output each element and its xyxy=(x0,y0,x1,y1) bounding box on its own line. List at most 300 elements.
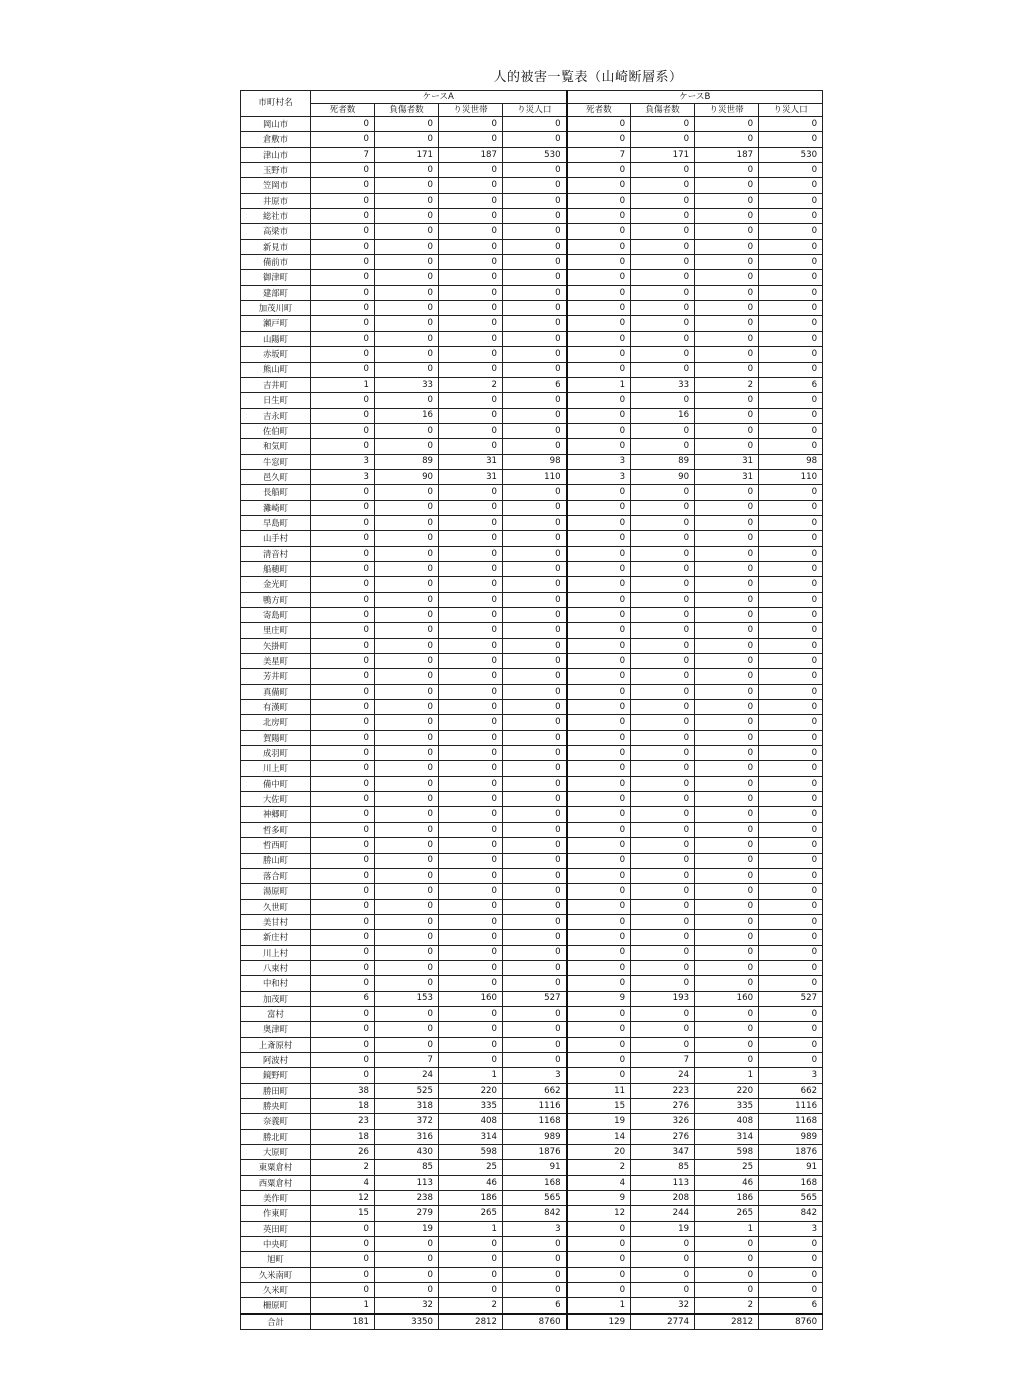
municipality-name: 山陽町 xyxy=(241,331,311,346)
value-cell: 0 xyxy=(567,669,631,684)
value-cell: 0 xyxy=(759,423,823,438)
value-cell: 0 xyxy=(503,638,567,653)
value-cell: 91 xyxy=(759,1160,823,1175)
value-cell: 0 xyxy=(375,638,439,653)
value-cell: 842 xyxy=(503,1206,567,1221)
value-cell: 408 xyxy=(439,1114,503,1129)
value-cell: 0 xyxy=(375,163,439,178)
value-cell: 0 xyxy=(375,423,439,438)
table-row xyxy=(241,623,823,638)
table-row xyxy=(241,884,823,899)
column-header: 負傷者数 xyxy=(375,104,439,117)
value-cell: 0 xyxy=(695,439,759,454)
municipality-name: 津山市 xyxy=(241,147,311,162)
value-cell: 0 xyxy=(503,715,567,730)
municipality-name: 勝央町 xyxy=(241,1099,311,1114)
value-cell: 0 xyxy=(311,654,375,669)
table-row xyxy=(241,776,823,791)
value-cell: 0 xyxy=(759,270,823,285)
municipality-name: 和気町 xyxy=(241,439,311,454)
value-cell: 0 xyxy=(375,945,439,960)
table-row xyxy=(241,1022,823,1037)
value-cell: 0 xyxy=(695,776,759,791)
value-cell: 0 xyxy=(567,945,631,960)
value-cell: 372 xyxy=(375,1114,439,1129)
value-cell: 0 xyxy=(375,577,439,592)
value-cell: 0 xyxy=(695,608,759,623)
municipality-name: 高梁市 xyxy=(241,224,311,239)
value-cell: 0 xyxy=(439,577,503,592)
value-cell: 0 xyxy=(439,301,503,316)
value-cell: 0 xyxy=(375,347,439,362)
value-cell: 168 xyxy=(759,1175,823,1190)
table-row xyxy=(241,746,823,761)
value-cell: 0 xyxy=(567,930,631,945)
value-cell: 0 xyxy=(567,960,631,975)
value-cell: 0 xyxy=(759,638,823,653)
value-cell: 0 xyxy=(439,914,503,929)
value-cell: 7 xyxy=(631,1052,695,1067)
value-cell: 0 xyxy=(695,132,759,147)
value-cell: 0 xyxy=(311,761,375,776)
table-row xyxy=(241,1068,823,1083)
value-cell: 14 xyxy=(567,1129,631,1144)
municipality-name: 灘崎町 xyxy=(241,500,311,515)
value-cell: 0 xyxy=(631,761,695,776)
value-cell: 0 xyxy=(759,623,823,638)
value-cell: 0 xyxy=(695,423,759,438)
value-cell: 0 xyxy=(567,500,631,515)
municipality-name: 中和村 xyxy=(241,976,311,991)
value-cell: 0 xyxy=(439,930,503,945)
value-cell: 0 xyxy=(695,270,759,285)
value-cell: 0 xyxy=(759,608,823,623)
table-row xyxy=(241,930,823,945)
value-cell: 1 xyxy=(439,1068,503,1083)
table-row xyxy=(241,1099,823,1114)
value-cell: 0 xyxy=(631,1022,695,1037)
value-cell: 0 xyxy=(503,776,567,791)
value-cell: 0 xyxy=(311,408,375,423)
value-cell: 0 xyxy=(311,439,375,454)
value-cell: 0 xyxy=(311,1283,375,1298)
value-cell: 129 xyxy=(567,1314,631,1330)
value-cell: 0 xyxy=(567,423,631,438)
value-cell: 0 xyxy=(631,976,695,991)
value-cell: 0 xyxy=(311,132,375,147)
table-row xyxy=(241,1052,823,1067)
value-cell: 0 xyxy=(695,255,759,270)
value-cell: 220 xyxy=(439,1083,503,1098)
value-cell: 0 xyxy=(375,393,439,408)
table-row xyxy=(241,117,823,132)
value-cell: 2 xyxy=(439,377,503,392)
value-cell: 0 xyxy=(695,930,759,945)
value-cell: 38 xyxy=(311,1083,375,1098)
value-cell: 208 xyxy=(631,1191,695,1206)
value-cell: 0 xyxy=(375,209,439,224)
table-row xyxy=(241,608,823,623)
value-cell: 0 xyxy=(375,807,439,822)
value-cell: 1 xyxy=(695,1068,759,1083)
value-cell: 0 xyxy=(439,531,503,546)
value-cell: 0 xyxy=(439,316,503,331)
value-cell: 2774 xyxy=(631,1314,695,1330)
value-cell: 0 xyxy=(439,684,503,699)
value-cell: 0 xyxy=(439,761,503,776)
table-row xyxy=(241,561,823,576)
value-cell: 18 xyxy=(311,1129,375,1144)
value-cell: 2 xyxy=(439,1298,503,1314)
value-cell: 0 xyxy=(375,746,439,761)
municipality-name: 大原町 xyxy=(241,1145,311,1160)
value-cell: 0 xyxy=(375,684,439,699)
value-cell: 0 xyxy=(311,193,375,208)
value-cell: 0 xyxy=(503,623,567,638)
municipality-name: 哲西町 xyxy=(241,838,311,853)
municipality-name: 玉野市 xyxy=(241,163,311,178)
value-cell: 0 xyxy=(311,945,375,960)
value-cell: 4 xyxy=(311,1175,375,1190)
municipality-name: 奥津町 xyxy=(241,1022,311,1037)
value-cell: 0 xyxy=(567,807,631,822)
value-cell: 0 xyxy=(439,1283,503,1298)
value-cell: 0 xyxy=(567,485,631,500)
value-cell: 0 xyxy=(631,285,695,300)
value-cell: 0 xyxy=(759,592,823,607)
value-cell: 0 xyxy=(759,930,823,945)
value-cell: 0 xyxy=(375,669,439,684)
value-cell: 0 xyxy=(375,561,439,576)
value-cell: 0 xyxy=(503,914,567,929)
value-cell: 0 xyxy=(567,301,631,316)
value-cell: 0 xyxy=(375,270,439,285)
municipality-name: 鴨方町 xyxy=(241,592,311,607)
value-cell: 525 xyxy=(375,1083,439,1098)
page-title: 人的被害一覧表（山崎断層系） xyxy=(493,70,683,85)
value-cell: 1 xyxy=(311,377,375,392)
municipality-name: 美作町 xyxy=(241,1191,311,1206)
value-cell: 0 xyxy=(695,1252,759,1267)
value-cell: 0 xyxy=(311,224,375,239)
value-cell: 0 xyxy=(695,761,759,776)
value-cell: 0 xyxy=(759,577,823,592)
value-cell: 15 xyxy=(567,1099,631,1114)
municipality-name: 富村 xyxy=(241,1006,311,1021)
value-cell: 0 xyxy=(439,393,503,408)
value-cell: 186 xyxy=(695,1191,759,1206)
value-cell: 0 xyxy=(375,976,439,991)
value-cell: 0 xyxy=(759,822,823,837)
table-row xyxy=(241,976,823,991)
value-cell: 0 xyxy=(695,592,759,607)
value-cell: 0 xyxy=(567,270,631,285)
value-cell: 0 xyxy=(311,531,375,546)
value-cell: 0 xyxy=(439,868,503,883)
value-cell: 0 xyxy=(439,822,503,837)
municipality-name: 勝北町 xyxy=(241,1129,311,1144)
value-cell: 25 xyxy=(439,1160,503,1175)
value-cell: 408 xyxy=(695,1114,759,1129)
table-row xyxy=(241,255,823,270)
value-cell: 223 xyxy=(631,1083,695,1098)
value-cell: 0 xyxy=(631,423,695,438)
value-cell: 0 xyxy=(503,654,567,669)
value-cell: 31 xyxy=(695,454,759,469)
value-cell: 0 xyxy=(439,1267,503,1282)
table-row xyxy=(241,132,823,147)
municipality-name: 東粟倉村 xyxy=(241,1160,311,1175)
value-cell: 276 xyxy=(631,1099,695,1114)
value-cell: 0 xyxy=(311,669,375,684)
value-cell: 0 xyxy=(631,776,695,791)
value-cell: 8760 xyxy=(503,1314,567,1330)
value-cell: 530 xyxy=(503,147,567,162)
municipality-name: 岡山市 xyxy=(241,117,311,132)
value-cell: 0 xyxy=(311,209,375,224)
municipality-name: 新庄村 xyxy=(241,930,311,945)
value-cell: 842 xyxy=(759,1206,823,1221)
municipality-name: 芳井町 xyxy=(241,669,311,684)
value-cell: 3 xyxy=(759,1068,823,1083)
value-cell: 0 xyxy=(375,1267,439,1282)
value-cell: 0 xyxy=(503,117,567,132)
value-cell: 0 xyxy=(695,976,759,991)
value-cell: 0 xyxy=(631,132,695,147)
value-cell: 0 xyxy=(695,730,759,745)
municipality-name: 船穂町 xyxy=(241,561,311,576)
value-cell: 0 xyxy=(311,914,375,929)
value-cell: 0 xyxy=(375,515,439,530)
value-cell: 0 xyxy=(503,1237,567,1252)
value-cell: 347 xyxy=(631,1145,695,1160)
table-row xyxy=(241,1252,823,1267)
value-cell: 19 xyxy=(375,1221,439,1236)
value-cell: 314 xyxy=(439,1129,503,1144)
value-cell: 0 xyxy=(311,1052,375,1067)
table-row xyxy=(241,960,823,975)
municipality-name: 川上村 xyxy=(241,945,311,960)
value-cell: 0 xyxy=(695,669,759,684)
value-cell: 0 xyxy=(567,792,631,807)
value-cell: 0 xyxy=(311,1267,375,1282)
value-cell: 0 xyxy=(567,408,631,423)
value-cell: 0 xyxy=(503,362,567,377)
value-cell: 0 xyxy=(759,1237,823,1252)
value-cell: 0 xyxy=(503,531,567,546)
value-cell: 0 xyxy=(375,838,439,853)
value-cell: 0 xyxy=(631,347,695,362)
value-cell: 0 xyxy=(759,1283,823,1298)
value-cell: 7 xyxy=(311,147,375,162)
value-cell: 0 xyxy=(503,515,567,530)
value-cell: 0 xyxy=(759,1267,823,1282)
value-cell: 0 xyxy=(695,807,759,822)
value-cell: 0 xyxy=(311,362,375,377)
table-row xyxy=(241,700,823,715)
value-cell: 0 xyxy=(759,301,823,316)
municipality-name: 里庄町 xyxy=(241,623,311,638)
value-cell: 20 xyxy=(567,1145,631,1160)
value-cell: 0 xyxy=(759,761,823,776)
value-cell: 0 xyxy=(311,546,375,561)
value-cell: 0 xyxy=(503,209,567,224)
table-row xyxy=(241,654,823,669)
value-cell: 187 xyxy=(695,147,759,162)
value-cell: 0 xyxy=(631,930,695,945)
municipality-name: 吉井町 xyxy=(241,377,311,392)
table-row xyxy=(241,684,823,699)
value-cell: 0 xyxy=(631,316,695,331)
group-header-case-a: ケースA xyxy=(311,91,567,104)
table-row xyxy=(241,209,823,224)
table-row xyxy=(241,454,823,469)
table-row xyxy=(241,1237,823,1252)
municipality-name: 吉永町 xyxy=(241,408,311,423)
value-cell: 0 xyxy=(759,654,823,669)
value-cell: 0 xyxy=(439,838,503,853)
value-cell: 0 xyxy=(567,761,631,776)
value-cell: 0 xyxy=(503,393,567,408)
value-cell: 0 xyxy=(759,163,823,178)
value-cell: 0 xyxy=(631,960,695,975)
value-cell: 0 xyxy=(567,546,631,561)
value-cell: 0 xyxy=(631,592,695,607)
municipality-name: 御津町 xyxy=(241,270,311,285)
value-cell: 0 xyxy=(695,945,759,960)
value-cell: 0 xyxy=(759,117,823,132)
value-cell: 0 xyxy=(503,1267,567,1282)
value-cell: 3350 xyxy=(375,1314,439,1330)
value-cell: 0 xyxy=(439,608,503,623)
value-cell: 0 xyxy=(311,930,375,945)
value-cell: 0 xyxy=(695,500,759,515)
value-cell: 113 xyxy=(631,1175,695,1190)
value-cell: 0 xyxy=(759,347,823,362)
table-row xyxy=(241,1191,823,1206)
table-row xyxy=(241,1083,823,1098)
municipality-name: 加茂川町 xyxy=(241,301,311,316)
value-cell: 0 xyxy=(567,224,631,239)
value-cell: 0 xyxy=(311,393,375,408)
value-cell: 3 xyxy=(503,1068,567,1083)
value-cell: 0 xyxy=(759,700,823,715)
value-cell: 0 xyxy=(759,838,823,853)
value-cell: 527 xyxy=(759,991,823,1006)
value-cell: 0 xyxy=(695,1052,759,1067)
table-row xyxy=(241,546,823,561)
value-cell: 0 xyxy=(567,1252,631,1267)
value-cell: 31 xyxy=(439,469,503,484)
value-cell: 0 xyxy=(503,270,567,285)
table-body xyxy=(241,117,823,1330)
header-municipality: 市町村名 xyxy=(241,91,311,117)
table-row xyxy=(241,899,823,914)
value-cell: 0 xyxy=(631,1267,695,1282)
value-cell: 0 xyxy=(567,393,631,408)
value-cell: 0 xyxy=(567,715,631,730)
value-cell: 0 xyxy=(567,178,631,193)
table-row xyxy=(241,408,823,423)
value-cell: 0 xyxy=(759,807,823,822)
value-cell: 0 xyxy=(567,1283,631,1298)
value-cell: 0 xyxy=(695,347,759,362)
value-cell: 0 xyxy=(503,700,567,715)
value-cell: 0 xyxy=(439,347,503,362)
table-row xyxy=(241,761,823,776)
table-row xyxy=(241,868,823,883)
table-row xyxy=(241,500,823,515)
value-cell: 0 xyxy=(695,914,759,929)
value-cell: 0 xyxy=(695,1022,759,1037)
value-cell: 0 xyxy=(759,255,823,270)
value-cell: 110 xyxy=(503,469,567,484)
value-cell: 0 xyxy=(439,270,503,285)
value-cell: 0 xyxy=(311,638,375,653)
table-row xyxy=(241,469,823,484)
value-cell: 0 xyxy=(631,239,695,254)
value-cell: 0 xyxy=(503,884,567,899)
value-cell: 0 xyxy=(695,654,759,669)
value-cell: 0 xyxy=(311,976,375,991)
value-cell: 0 xyxy=(375,117,439,132)
municipality-name: 英田町 xyxy=(241,1221,311,1236)
value-cell: 0 xyxy=(311,117,375,132)
value-cell: 0 xyxy=(695,224,759,239)
value-cell: 0 xyxy=(439,1052,503,1067)
value-cell: 0 xyxy=(631,1283,695,1298)
value-cell: 0 xyxy=(439,163,503,178)
value-cell: 3 xyxy=(759,1221,823,1236)
value-cell: 0 xyxy=(439,654,503,669)
value-cell: 316 xyxy=(375,1129,439,1144)
value-cell: 181 xyxy=(311,1314,375,1330)
value-cell: 0 xyxy=(311,1006,375,1021)
value-cell: 0 xyxy=(567,914,631,929)
value-cell: 0 xyxy=(311,577,375,592)
value-cell: 89 xyxy=(631,454,695,469)
value-cell: 186 xyxy=(439,1191,503,1206)
value-cell: 0 xyxy=(759,746,823,761)
value-cell: 0 xyxy=(503,853,567,868)
value-cell: 0 xyxy=(567,1068,631,1083)
value-cell: 4 xyxy=(567,1175,631,1190)
municipality-name: 久米町 xyxy=(241,1283,311,1298)
table-row xyxy=(241,838,823,853)
table-row xyxy=(241,270,823,285)
value-cell: 11 xyxy=(567,1083,631,1098)
value-cell: 0 xyxy=(503,347,567,362)
municipality-name: 美甘村 xyxy=(241,914,311,929)
table-row xyxy=(241,1206,823,1221)
value-cell: 0 xyxy=(375,500,439,515)
value-cell: 0 xyxy=(567,822,631,837)
value-cell: 0 xyxy=(503,439,567,454)
value-cell: 0 xyxy=(695,316,759,331)
value-cell: 0 xyxy=(439,117,503,132)
municipality-name: 備中町 xyxy=(241,776,311,791)
value-cell: 0 xyxy=(695,1283,759,1298)
table-row xyxy=(241,1298,823,1314)
value-cell: 0 xyxy=(695,884,759,899)
value-cell: 0 xyxy=(631,807,695,822)
value-cell: 0 xyxy=(311,1237,375,1252)
value-cell: 0 xyxy=(375,301,439,316)
value-cell: 0 xyxy=(311,1022,375,1037)
value-cell: 0 xyxy=(311,853,375,868)
value-cell: 0 xyxy=(375,239,439,254)
value-cell: 1876 xyxy=(759,1145,823,1160)
